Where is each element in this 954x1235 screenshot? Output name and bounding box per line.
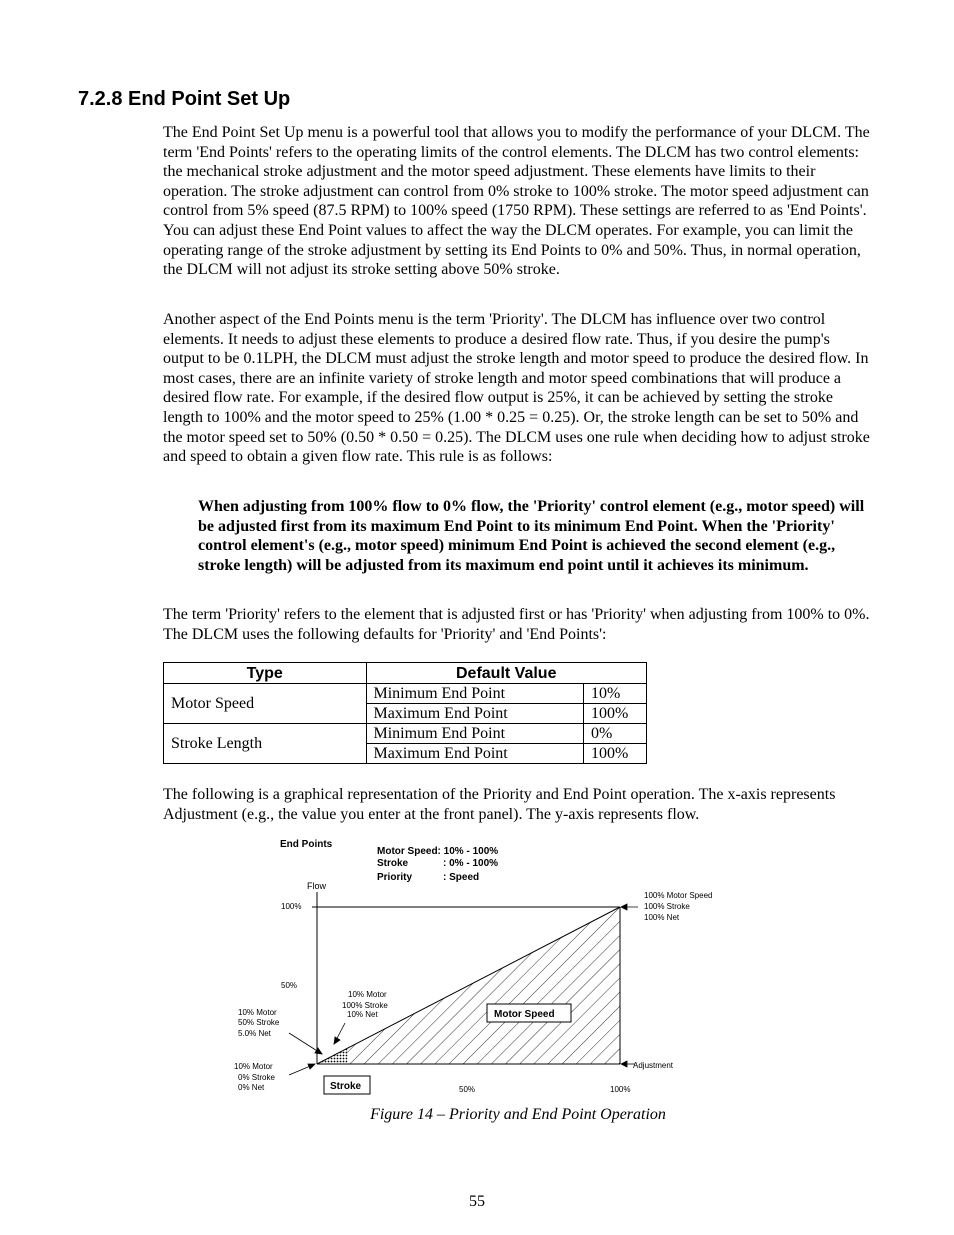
annotation-origin: 0% Stroke xyxy=(238,1073,275,1082)
chart-title: End Points xyxy=(280,839,333,850)
table-row xyxy=(164,684,647,704)
row-value: 100% xyxy=(584,744,647,764)
annotation-origin: 10% Motor xyxy=(234,1062,273,1071)
row-value: 10% xyxy=(584,684,647,704)
header-type: Type xyxy=(164,663,367,684)
defaults-table xyxy=(163,662,647,764)
x-tick-label: 100% xyxy=(610,1085,631,1094)
motor-speed-region xyxy=(347,907,620,1064)
annotation-mid: 10% Motor xyxy=(238,1008,277,1017)
legend-priority-key: Priority xyxy=(377,872,413,883)
annotation-top-right: 100% Net xyxy=(644,913,680,922)
priority-rule: When adjusting from 100% flow to 0% flow, the 'Priority' control element (e.g., motor speed) will be adjusted first from its maximum End Point to its minimum End Point. When the 'Priority' control element's (e.g., motor speed) minimum End Point is achieved the second element (e.g., stroke length) will be adjusted from its maximum end point until it achieves its minimum. xyxy=(198,498,865,574)
row-value: 0% xyxy=(584,724,647,744)
annotation-mid: 5.0% Net xyxy=(238,1029,271,1038)
x-tick-label: 50% xyxy=(459,1085,476,1094)
legend-motor-speed: Motor Speed: 10% - 100% xyxy=(377,846,499,857)
row-label: Minimum End Point xyxy=(366,724,584,744)
row-type: Stroke Length xyxy=(164,724,367,764)
y-tick-label: 50% xyxy=(281,981,298,990)
paragraph-end-points-intro: The End Point Set Up menu is a powerful tool that allows you to modify the performance of your DLCM. The term 'End Points' refers to the operating limits of the control elements. The DLCM has two control elements: the mechanical stroke adjustment and the motor speed adjustment. These elements have limits to their operation. The stroke adjustment can control from 0% stroke to 100% stroke. The motor speed adjustment can control from 5% speed (87.5 RPM) to 100% speed (1750 RPM). These settings are referred to as 'End Points'. You can adjust these End Point values to affect the way the DLCM operates. For example, you can limit the operating range of the stroke adjustment by setting its End Points to 0% and 50%. Thus, in normal operation, the DLCM will not adjust its stroke setting above 50% stroke. xyxy=(163,124,870,279)
legend-stroke-key: Stroke xyxy=(377,858,409,869)
paragraph-defaults: The term 'Priority' refers to the element that is adjusted first or has 'Priority' when adjusting from 100% to 0%. The DLCM uses the following defaults for 'Priority' and 'End Points': xyxy=(163,606,870,643)
annotation-top-right: 100% Motor Speed xyxy=(644,891,713,900)
row-value: 100% xyxy=(584,704,647,724)
figure-caption: Figure 14 – Priority and End Point Operation xyxy=(370,1106,666,1123)
legend-priority-value: : Speed xyxy=(443,872,480,883)
motor-speed-region-label: Motor Speed xyxy=(494,1009,555,1020)
paragraph-priority: Another aspect of the End Points menu is the term 'Priority'. The DLCM has influence over two control elements. It needs to adjust these elements to produce a desired flow rate. Thus, if you desire the pump's output to be 0.1LPH, the DLCM must adjust the stroke length and motor speed to produce the desired flow. In most cases, there are an infinite variety of stroke length and motor speed combinations that will produce a desired flow rate. For example, if the desired flow output is 25%, it can be achieved by setting the stroke length to 100% and the motor speed to 25% (1.00 * 0.25 = 0.25). Or, the stroke length can be set to 50% and the motor speed set to 50% (0.50 * 0.50 = 0.25). The DLCM uses one rule when deciding how to adjust stroke and speed to obtain a given flow rate. This rule is as follows: xyxy=(163,311,870,466)
y-tick-label: 100% xyxy=(281,902,302,911)
legend-stroke-value: : 0% - 100% xyxy=(443,858,499,869)
header-default-value: Default Value xyxy=(366,663,647,684)
table-row xyxy=(164,724,647,744)
stroke-region-label: Stroke xyxy=(330,1081,362,1092)
annotation-knee: 10% Net xyxy=(347,1010,378,1019)
section-title: 7.2.8 End Point Set Up xyxy=(78,88,291,110)
row-label: Minimum End Point xyxy=(366,684,584,704)
paragraph-graph-intro: The following is a graphical representation of the Priority and End Point operation. The x-axis represents Adjustment (e.g., the value you enter at the front panel). The y-axis represents flow. xyxy=(163,786,836,823)
y-axis-label: Flow xyxy=(307,881,327,891)
annotation-mid: 50% Stroke xyxy=(238,1018,280,1027)
page-number: 55 xyxy=(469,1193,485,1210)
row-label: Maximum End Point xyxy=(366,704,584,724)
annotation-origin: 0% Net xyxy=(238,1083,265,1092)
annotation-top-right: 100% Stroke xyxy=(644,902,690,911)
annotation-knee: 100% Stroke xyxy=(342,1001,388,1010)
end-point-chart xyxy=(225,835,745,1100)
x-axis-label: Adjustment xyxy=(633,1061,674,1070)
table-header-row xyxy=(164,663,647,684)
annotation-knee: 10% Motor xyxy=(348,990,387,999)
row-type: Motor Speed xyxy=(164,684,367,724)
row-label: Maximum End Point xyxy=(366,744,584,764)
